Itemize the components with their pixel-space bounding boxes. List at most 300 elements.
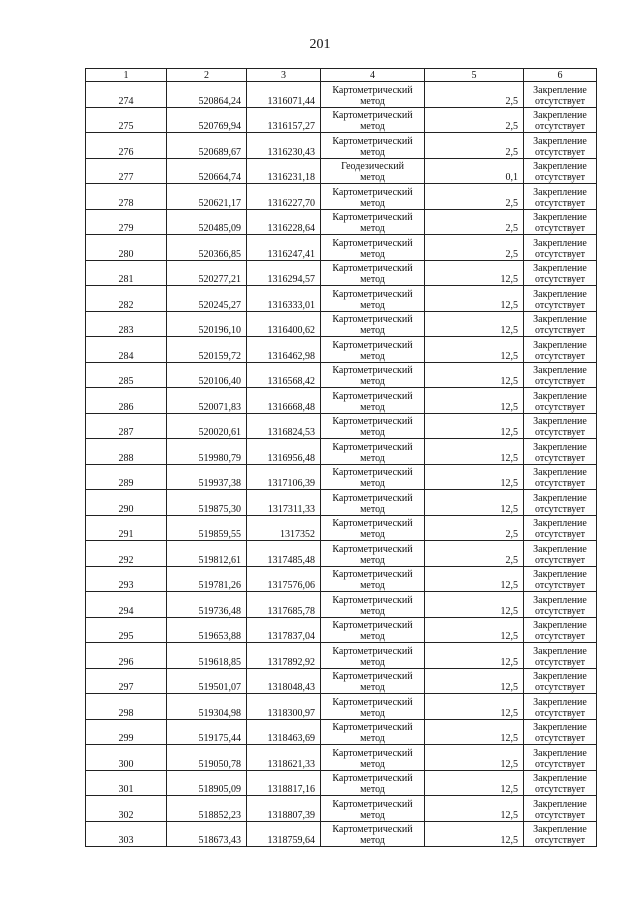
fixation-cell xyxy=(524,260,597,286)
method-line-2: метод xyxy=(360,605,385,617)
method-cell xyxy=(321,235,425,261)
error-value: 2,5 xyxy=(425,82,524,108)
method-cell xyxy=(321,694,425,720)
fixation-cell xyxy=(524,566,597,592)
coord-x: 520689,67 xyxy=(167,133,247,159)
fixation-line-2: отсутствует xyxy=(534,146,586,158)
method-line-1: Картометрический xyxy=(332,314,413,325)
method-line-1: Картометрический xyxy=(332,212,413,223)
fixation-line-1: Закрепление xyxy=(533,110,587,121)
fixation-cell xyxy=(524,770,597,796)
error-value: 12,5 xyxy=(425,490,524,516)
fixation-line-1: Закрепление xyxy=(533,237,587,249)
header-col-3: 3 xyxy=(247,69,321,82)
coord-x: 519050,78 xyxy=(167,745,247,771)
point-number: 275 xyxy=(86,107,167,133)
method-line-1: Картометрический xyxy=(332,696,413,708)
method-line-2: метод xyxy=(360,758,385,770)
coord-x: 519175,44 xyxy=(167,719,247,745)
method-cell xyxy=(321,643,425,669)
coord-x: 519736,48 xyxy=(167,592,247,618)
method-line-1: Картометрический xyxy=(332,263,413,274)
fixation-cell xyxy=(524,592,597,618)
fixation-line-1: Закрепление xyxy=(533,492,587,504)
fixation-line-2: отсутствует xyxy=(534,299,586,311)
method-line-1: Картометрический xyxy=(332,671,413,682)
fixation-line-2: отсутствует xyxy=(534,758,586,770)
fixation-line-2: отсутствует xyxy=(534,835,586,846)
coord-y: 1316157,27 xyxy=(247,107,321,133)
table-row xyxy=(86,643,597,669)
method-cell xyxy=(321,515,425,541)
method-cell xyxy=(321,668,425,694)
error-value: 12,5 xyxy=(425,566,524,592)
method-cell xyxy=(321,158,425,184)
method-line-2: метод xyxy=(360,376,385,387)
fixation-line-2: отсутствует xyxy=(534,274,586,285)
point-number: 293 xyxy=(86,566,167,592)
fixation-cell xyxy=(524,337,597,363)
error-value: 12,5 xyxy=(425,592,524,618)
fixation-line-1: Закрепление xyxy=(533,722,587,733)
fixation-cell xyxy=(524,719,597,745)
coord-x: 520621,17 xyxy=(167,184,247,210)
point-number: 282 xyxy=(86,286,167,312)
header-col-6: 6 xyxy=(524,69,597,82)
error-value: 0,1 xyxy=(425,158,524,184)
point-number: 281 xyxy=(86,260,167,286)
table-header-row xyxy=(86,69,597,82)
method-line-2: метод xyxy=(360,95,385,107)
table-row xyxy=(86,821,597,847)
method-cell xyxy=(321,592,425,618)
table-row xyxy=(86,209,597,235)
error-value: 12,5 xyxy=(425,770,524,796)
fixation-cell xyxy=(524,82,597,108)
fixation-line-2: отсутствует xyxy=(534,95,586,107)
method-line-1: Картометрический xyxy=(332,543,413,555)
coord-y: 1318463,69 xyxy=(247,719,321,745)
fixation-line-1: Закрепление xyxy=(533,288,587,300)
method-line-1: Картометрический xyxy=(332,645,413,657)
point-number: 278 xyxy=(86,184,167,210)
table-body xyxy=(86,82,597,847)
error-value: 12,5 xyxy=(425,617,524,643)
fixation-cell xyxy=(524,158,597,184)
fixation-cell xyxy=(524,490,597,516)
table-row xyxy=(86,107,597,133)
coord-y: 1318817,16 xyxy=(247,770,321,796)
table-row xyxy=(86,337,597,363)
fixation-cell xyxy=(524,107,597,133)
coord-y: 1317892,92 xyxy=(247,643,321,669)
point-number: 286 xyxy=(86,388,167,414)
coord-x: 519937,38 xyxy=(167,464,247,490)
coord-y: 1316462,98 xyxy=(247,337,321,363)
method-line-2: метод xyxy=(360,401,385,413)
table-row xyxy=(86,592,597,618)
coord-x: 520664,74 xyxy=(167,158,247,184)
method-line-2: метод xyxy=(360,631,385,642)
table-row xyxy=(86,82,597,108)
fixation-line-2: отсутствует xyxy=(534,554,586,566)
method-line-2: метод xyxy=(360,452,385,464)
point-number: 292 xyxy=(86,541,167,567)
method-cell xyxy=(321,719,425,745)
coord-y: 1318300,97 xyxy=(247,694,321,720)
fixation-line-1: Закрепление xyxy=(533,186,587,198)
fixation-line-2: отсутствует xyxy=(534,605,586,617)
coord-y: 1316228,64 xyxy=(247,209,321,235)
coord-y: 1318759,64 xyxy=(247,821,321,847)
fixation-cell xyxy=(524,796,597,822)
coord-x: 520864,24 xyxy=(167,82,247,108)
point-number: 297 xyxy=(86,668,167,694)
fixation-cell xyxy=(524,184,597,210)
coordinates-table xyxy=(85,68,597,847)
table-row xyxy=(86,260,597,286)
table-row xyxy=(86,439,597,465)
fixation-line-1: Закрепление xyxy=(533,645,587,657)
error-value: 2,5 xyxy=(425,515,524,541)
table-row xyxy=(86,566,597,592)
point-number: 300 xyxy=(86,745,167,771)
table-row xyxy=(86,770,597,796)
fixation-line-2: отсутствует xyxy=(534,197,586,209)
coord-x: 520366,85 xyxy=(167,235,247,261)
coord-x: 519875,30 xyxy=(167,490,247,516)
error-value: 12,5 xyxy=(425,311,524,337)
error-value: 12,5 xyxy=(425,745,524,771)
table-row xyxy=(86,617,597,643)
method-line-2: метод xyxy=(360,248,385,260)
coord-x: 519653,88 xyxy=(167,617,247,643)
method-cell xyxy=(321,82,425,108)
coord-x: 519618,85 xyxy=(167,643,247,669)
point-number: 302 xyxy=(86,796,167,822)
coord-y: 1318621,33 xyxy=(247,745,321,771)
coord-y: 1318807,39 xyxy=(247,796,321,822)
method-line-1: Картометрический xyxy=(332,722,413,733)
coord-y: 1316227,70 xyxy=(247,184,321,210)
coord-x: 519812,61 xyxy=(167,541,247,567)
error-value: 2,5 xyxy=(425,133,524,159)
fixation-cell xyxy=(524,617,597,643)
coord-y: 1317485,48 xyxy=(247,541,321,567)
coord-y: 1317685,78 xyxy=(247,592,321,618)
error-value: 12,5 xyxy=(425,388,524,414)
coord-x: 519304,98 xyxy=(167,694,247,720)
table-row xyxy=(86,719,597,745)
method-line-2: метод xyxy=(360,325,385,336)
point-number: 283 xyxy=(86,311,167,337)
method-cell xyxy=(321,311,425,337)
point-number: 298 xyxy=(86,694,167,720)
method-line-1: Картометрический xyxy=(332,824,413,835)
point-number: 303 xyxy=(86,821,167,847)
method-cell xyxy=(321,439,425,465)
fixation-cell xyxy=(524,515,597,541)
error-value: 12,5 xyxy=(425,464,524,490)
method-line-1: Картометрический xyxy=(332,620,413,631)
error-value: 12,5 xyxy=(425,821,524,847)
error-value: 2,5 xyxy=(425,235,524,261)
table-row xyxy=(86,694,597,720)
coord-y: 1316247,41 xyxy=(247,235,321,261)
method-line-1: Картометрический xyxy=(332,135,413,147)
fixation-line-2: отсутствует xyxy=(534,223,586,234)
method-line-2: метод xyxy=(360,350,385,362)
point-number: 284 xyxy=(86,337,167,363)
fixation-line-1: Закрепление xyxy=(533,84,587,96)
coord-x: 519980,79 xyxy=(167,439,247,465)
fixation-cell xyxy=(524,745,597,771)
fixation-line-2: отсутствует xyxy=(534,452,586,464)
method-line-2: метод xyxy=(360,223,385,234)
method-line-1: Картометрический xyxy=(332,441,413,453)
fixation-line-1: Закрепление xyxy=(533,798,587,810)
point-number: 301 xyxy=(86,770,167,796)
coord-y: 1316568,42 xyxy=(247,362,321,388)
header-col-2: 2 xyxy=(167,69,247,82)
coord-y: 1317837,04 xyxy=(247,617,321,643)
method-cell xyxy=(321,286,425,312)
table-row xyxy=(86,362,597,388)
point-number: 287 xyxy=(86,413,167,439)
fixation-line-2: отсутствует xyxy=(534,631,586,642)
point-number: 288 xyxy=(86,439,167,465)
method-line-2: метод xyxy=(360,784,385,795)
fixation-cell xyxy=(524,439,597,465)
method-cell xyxy=(321,209,425,235)
method-cell xyxy=(321,184,425,210)
fixation-line-2: отсутствует xyxy=(534,580,586,591)
fixation-line-1: Закрепление xyxy=(533,416,587,427)
point-number: 276 xyxy=(86,133,167,159)
method-line-1: Картометрический xyxy=(332,569,413,580)
error-value: 12,5 xyxy=(425,413,524,439)
method-line-2: метод xyxy=(360,274,385,285)
point-number: 299 xyxy=(86,719,167,745)
fixation-line-1: Закрепление xyxy=(533,569,587,580)
error-value: 12,5 xyxy=(425,694,524,720)
method-cell xyxy=(321,133,425,159)
fixation-line-1: Закрепление xyxy=(533,594,587,606)
coord-y: 1316668,48 xyxy=(247,388,321,414)
method-line-2: метод xyxy=(360,121,385,132)
fixation-line-1: Закрепление xyxy=(533,671,587,682)
fixation-cell xyxy=(524,464,597,490)
coord-y: 1316294,57 xyxy=(247,260,321,286)
coord-x: 520020,61 xyxy=(167,413,247,439)
method-cell xyxy=(321,260,425,286)
fixation-line-1: Закрепление xyxy=(533,212,587,223)
error-value: 12,5 xyxy=(425,286,524,312)
table-row xyxy=(86,541,597,567)
coord-y: 1318048,43 xyxy=(247,668,321,694)
coord-y: 1316824,53 xyxy=(247,413,321,439)
fixation-line-2: отсутствует xyxy=(534,809,586,821)
fixation-line-1: Закрепление xyxy=(533,773,587,784)
method-cell xyxy=(321,745,425,771)
error-value: 12,5 xyxy=(425,643,524,669)
method-line-1: Картометрический xyxy=(332,237,413,249)
coord-x: 519781,26 xyxy=(167,566,247,592)
point-number: 294 xyxy=(86,592,167,618)
coord-x: 520277,21 xyxy=(167,260,247,286)
point-number: 280 xyxy=(86,235,167,261)
fixation-line-2: отсутствует xyxy=(534,733,586,744)
error-value: 12,5 xyxy=(425,362,524,388)
fixation-line-2: отсутствует xyxy=(534,707,586,719)
method-cell xyxy=(321,541,425,567)
table-row xyxy=(86,235,597,261)
error-value: 2,5 xyxy=(425,209,524,235)
table-row xyxy=(86,745,597,771)
coord-y: 1316400,62 xyxy=(247,311,321,337)
coord-y: 1316231,18 xyxy=(247,158,321,184)
coord-x: 518905,09 xyxy=(167,770,247,796)
method-line-1: Картометрический xyxy=(332,467,413,478)
error-value: 12,5 xyxy=(425,260,524,286)
point-number: 285 xyxy=(86,362,167,388)
coord-y: 1317311,33 xyxy=(247,490,321,516)
point-number: 290 xyxy=(86,490,167,516)
method-line-1: Картометрический xyxy=(332,110,413,121)
fixation-line-1: Закрепление xyxy=(533,620,587,631)
method-line-2: метод xyxy=(360,529,385,540)
fixation-line-2: отсутствует xyxy=(534,478,586,489)
coord-x: 520485,09 xyxy=(167,209,247,235)
coord-x: 520245,27 xyxy=(167,286,247,312)
fixation-cell xyxy=(524,311,597,337)
method-cell xyxy=(321,362,425,388)
point-number: 274 xyxy=(86,82,167,108)
header-col-4: 4 xyxy=(321,69,425,82)
coord-y: 1316333,01 xyxy=(247,286,321,312)
error-value: 12,5 xyxy=(425,337,524,363)
coord-x: 518673,43 xyxy=(167,821,247,847)
fixation-line-1: Закрепление xyxy=(533,696,587,708)
method-line-1: Картометрический xyxy=(332,492,413,504)
method-cell xyxy=(321,770,425,796)
coord-x: 520159,72 xyxy=(167,337,247,363)
table-row xyxy=(86,388,597,414)
method-line-1: Картометрический xyxy=(332,288,413,300)
header-col-1: 1 xyxy=(86,69,167,82)
method-line-2: метод xyxy=(360,554,385,566)
fixation-line-1: Закрепление xyxy=(533,365,587,376)
method-line-1: Картометрический xyxy=(332,84,413,96)
fixation-cell xyxy=(524,286,597,312)
method-cell xyxy=(321,566,425,592)
fixation-line-1: Закрепление xyxy=(533,824,587,835)
method-line-2: метод xyxy=(360,707,385,719)
method-line-1: Картометрический xyxy=(332,339,413,351)
method-line-2: метод xyxy=(360,478,385,489)
fixation-line-2: отсутствует xyxy=(534,172,586,183)
method-line-2: метод xyxy=(360,427,385,438)
method-line-1: Картометрический xyxy=(332,594,413,606)
coord-y: 1317352 xyxy=(247,515,321,541)
fixation-line-1: Закрепление xyxy=(533,467,587,478)
page-number: 201 xyxy=(309,37,331,52)
error-value: 12,5 xyxy=(425,668,524,694)
fixation-cell xyxy=(524,821,597,847)
method-cell xyxy=(321,388,425,414)
table-row xyxy=(86,311,597,337)
method-line-1: Картометрический xyxy=(332,773,413,784)
fixation-cell xyxy=(524,668,597,694)
coord-y: 1317576,06 xyxy=(247,566,321,592)
table-row xyxy=(86,668,597,694)
fixation-line-1: Закрепление xyxy=(533,339,587,351)
method-cell xyxy=(321,337,425,363)
fixation-line-2: отсутствует xyxy=(534,529,586,540)
coord-x: 519859,55 xyxy=(167,515,247,541)
method-line-1: Картометрический xyxy=(332,390,413,402)
fixation-cell xyxy=(524,541,597,567)
point-number: 289 xyxy=(86,464,167,490)
fixation-line-2: отсутствует xyxy=(534,427,586,438)
fixation-line-1: Закрепление xyxy=(533,747,587,759)
method-line-2: метод xyxy=(360,733,385,744)
fixation-line-2: отсутствует xyxy=(534,682,586,693)
method-line-2: метод xyxy=(360,172,385,183)
point-number: 279 xyxy=(86,209,167,235)
fixation-line-2: отсутствует xyxy=(534,350,586,362)
fixation-cell xyxy=(524,413,597,439)
method-cell xyxy=(321,617,425,643)
point-number: 295 xyxy=(86,617,167,643)
fixation-cell xyxy=(524,209,597,235)
coord-x: 520769,94 xyxy=(167,107,247,133)
error-value: 2,5 xyxy=(425,107,524,133)
table-row xyxy=(86,490,597,516)
method-cell xyxy=(321,821,425,847)
fixation-cell xyxy=(524,133,597,159)
method-line-1: Картометрический xyxy=(332,365,413,376)
method-line-2: метод xyxy=(360,503,385,515)
fixation-line-1: Закрепление xyxy=(533,161,587,172)
table-row xyxy=(86,184,597,210)
fixation-line-2: отсутствует xyxy=(534,248,586,260)
coord-y: 1316071,44 xyxy=(247,82,321,108)
table-row xyxy=(86,515,597,541)
method-line-1: Картометрический xyxy=(332,518,413,529)
fixation-line-1: Закрепление xyxy=(533,390,587,402)
method-line-2: метод xyxy=(360,580,385,591)
fixation-line-2: отсутствует xyxy=(534,503,586,515)
method-line-2: метод xyxy=(360,809,385,821)
method-line-1: Картометрический xyxy=(332,416,413,427)
fixation-line-2: отсутствует xyxy=(534,121,586,132)
fixation-line-2: отсутствует xyxy=(534,325,586,336)
table-row xyxy=(86,796,597,822)
coord-x: 520196,10 xyxy=(167,311,247,337)
coord-y: 1316230,43 xyxy=(247,133,321,159)
error-value: 12,5 xyxy=(425,796,524,822)
fixation-line-1: Закрепление xyxy=(533,135,587,147)
method-line-2: метод xyxy=(360,146,385,158)
method-cell xyxy=(321,490,425,516)
fixation-cell xyxy=(524,694,597,720)
fixation-line-2: отсутствует xyxy=(534,656,586,668)
method-line-2: метод xyxy=(360,656,385,668)
table-row xyxy=(86,286,597,312)
fixation-cell xyxy=(524,235,597,261)
method-cell xyxy=(321,796,425,822)
